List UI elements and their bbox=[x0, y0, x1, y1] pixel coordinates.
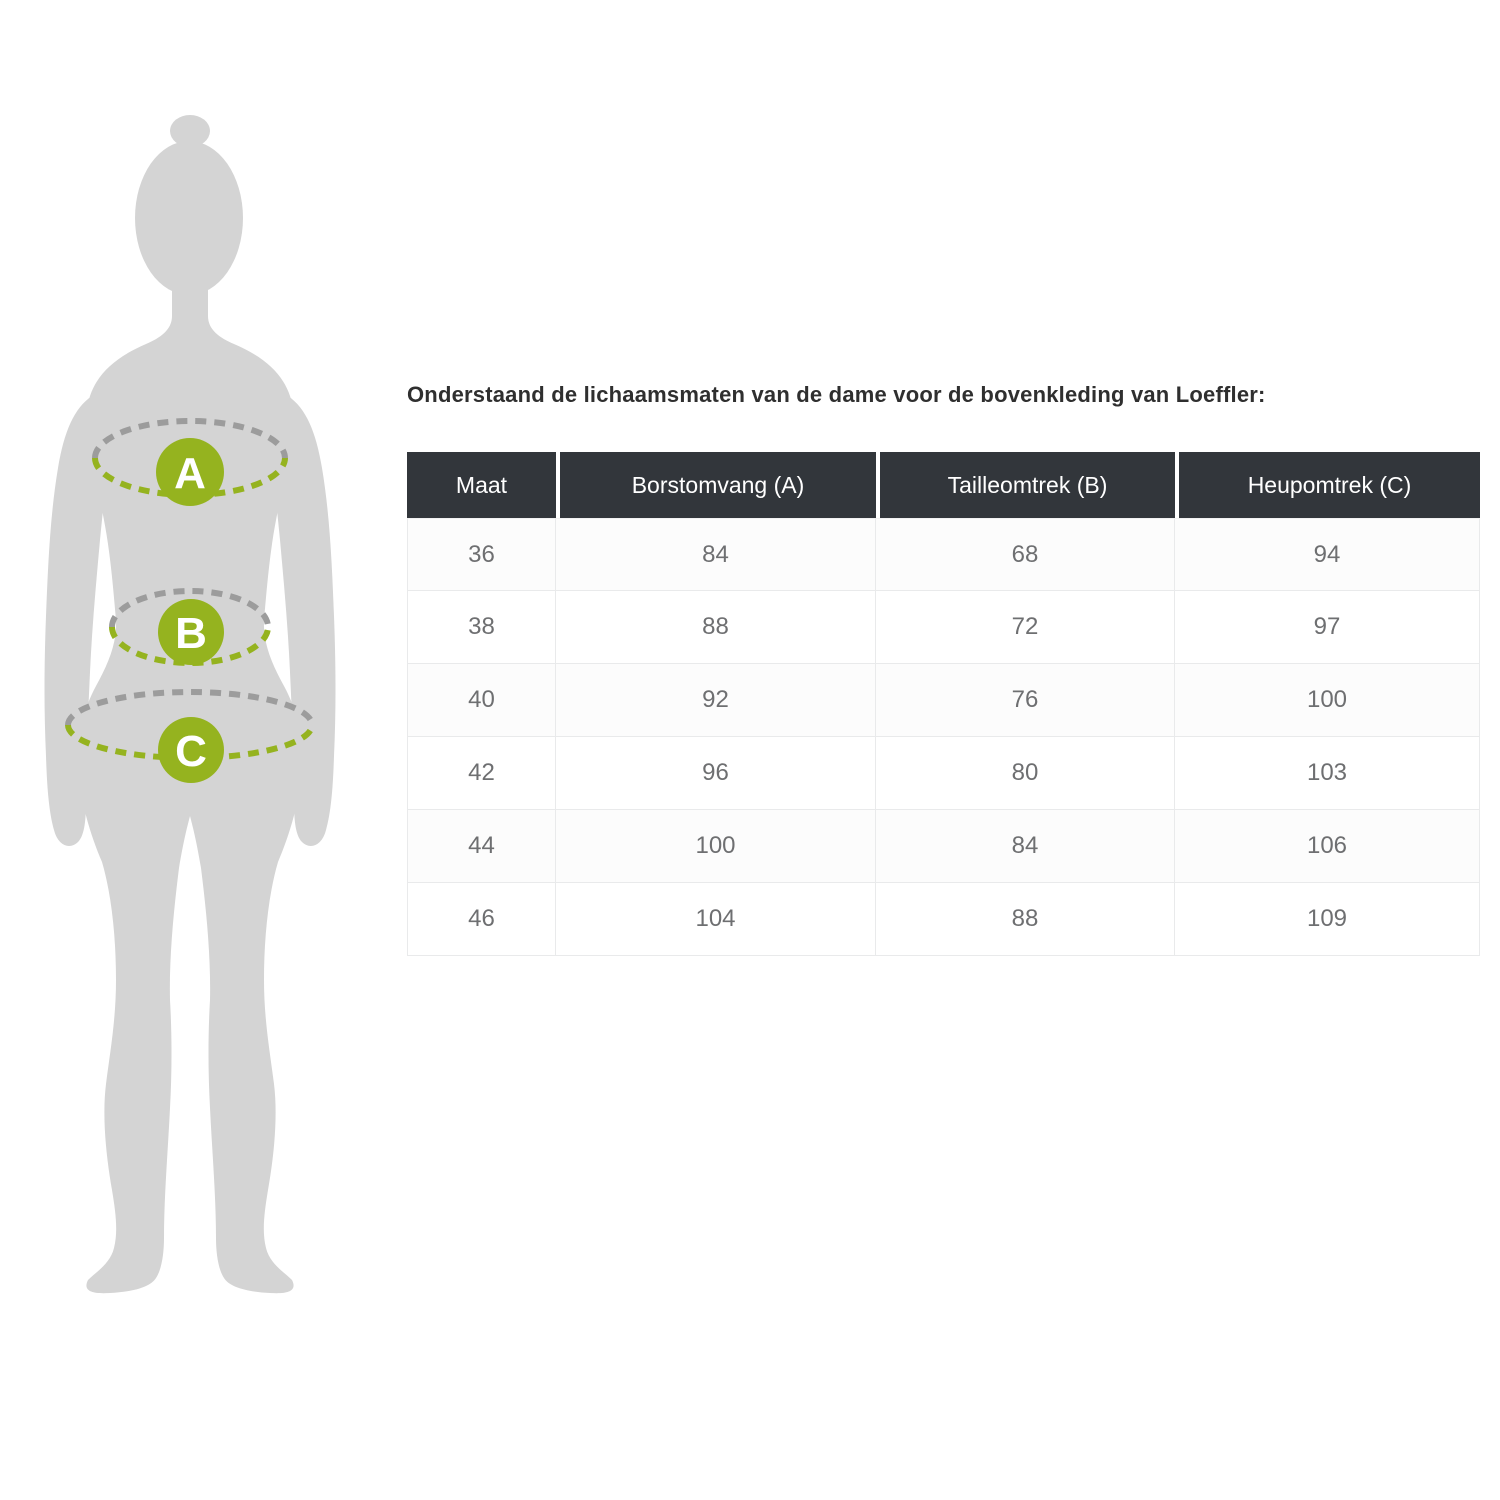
size-cell: 84 bbox=[556, 518, 876, 591]
size-cell: 40 bbox=[407, 664, 556, 737]
size-cell: 88 bbox=[556, 591, 876, 664]
size-cell: 96 bbox=[556, 737, 876, 810]
size-table-body bbox=[407, 518, 1480, 956]
column-header: Maat bbox=[407, 452, 556, 518]
column-header: Borstomvang (A) bbox=[556, 452, 876, 518]
size-cell: 36 bbox=[407, 518, 556, 591]
column-header: Heupomtrek (C) bbox=[1175, 452, 1480, 518]
size-cell: 76 bbox=[876, 664, 1175, 737]
table-row bbox=[407, 591, 1480, 664]
intro-text: Onderstaand de lichaamsmaten van de dame voor de bovenkleding van Loeffler: bbox=[407, 382, 1266, 407]
waist-marker-label: B bbox=[175, 609, 207, 658]
female-silhouette-diagram bbox=[30, 100, 390, 1310]
bust-marker-label: A bbox=[174, 449, 206, 498]
size-cell: 72 bbox=[876, 591, 1175, 664]
size-cell: 100 bbox=[556, 810, 876, 883]
size-cell: 44 bbox=[407, 810, 556, 883]
size-guide-content bbox=[407, 382, 1480, 956]
size-cell: 109 bbox=[1175, 883, 1480, 956]
measurement-figure bbox=[30, 100, 390, 1310]
size-cell: 88 bbox=[876, 883, 1175, 956]
size-cell: 103 bbox=[1175, 737, 1480, 810]
table-row bbox=[407, 810, 1480, 883]
column-header: Tailleomtrek (B) bbox=[876, 452, 1175, 518]
size-cell: 80 bbox=[876, 737, 1175, 810]
size-cell: 84 bbox=[876, 810, 1175, 883]
size-cell: 106 bbox=[1175, 810, 1480, 883]
size-cell: 92 bbox=[556, 664, 876, 737]
table-row bbox=[407, 737, 1480, 810]
table-row bbox=[407, 664, 1480, 737]
size-cell: 42 bbox=[407, 737, 556, 810]
size-table-header-row bbox=[407, 452, 1480, 518]
size-cell: 94 bbox=[1175, 518, 1480, 591]
size-cell: 68 bbox=[876, 518, 1175, 591]
size-cell: 104 bbox=[556, 883, 876, 956]
hip-marker-label: C bbox=[175, 727, 207, 776]
size-cell: 100 bbox=[1175, 664, 1480, 737]
table-row bbox=[407, 883, 1480, 956]
size-table bbox=[407, 452, 1480, 956]
size-cell: 38 bbox=[407, 591, 556, 664]
size-cell: 97 bbox=[1175, 591, 1480, 664]
table-row bbox=[407, 518, 1480, 591]
size-cell: 46 bbox=[407, 883, 556, 956]
